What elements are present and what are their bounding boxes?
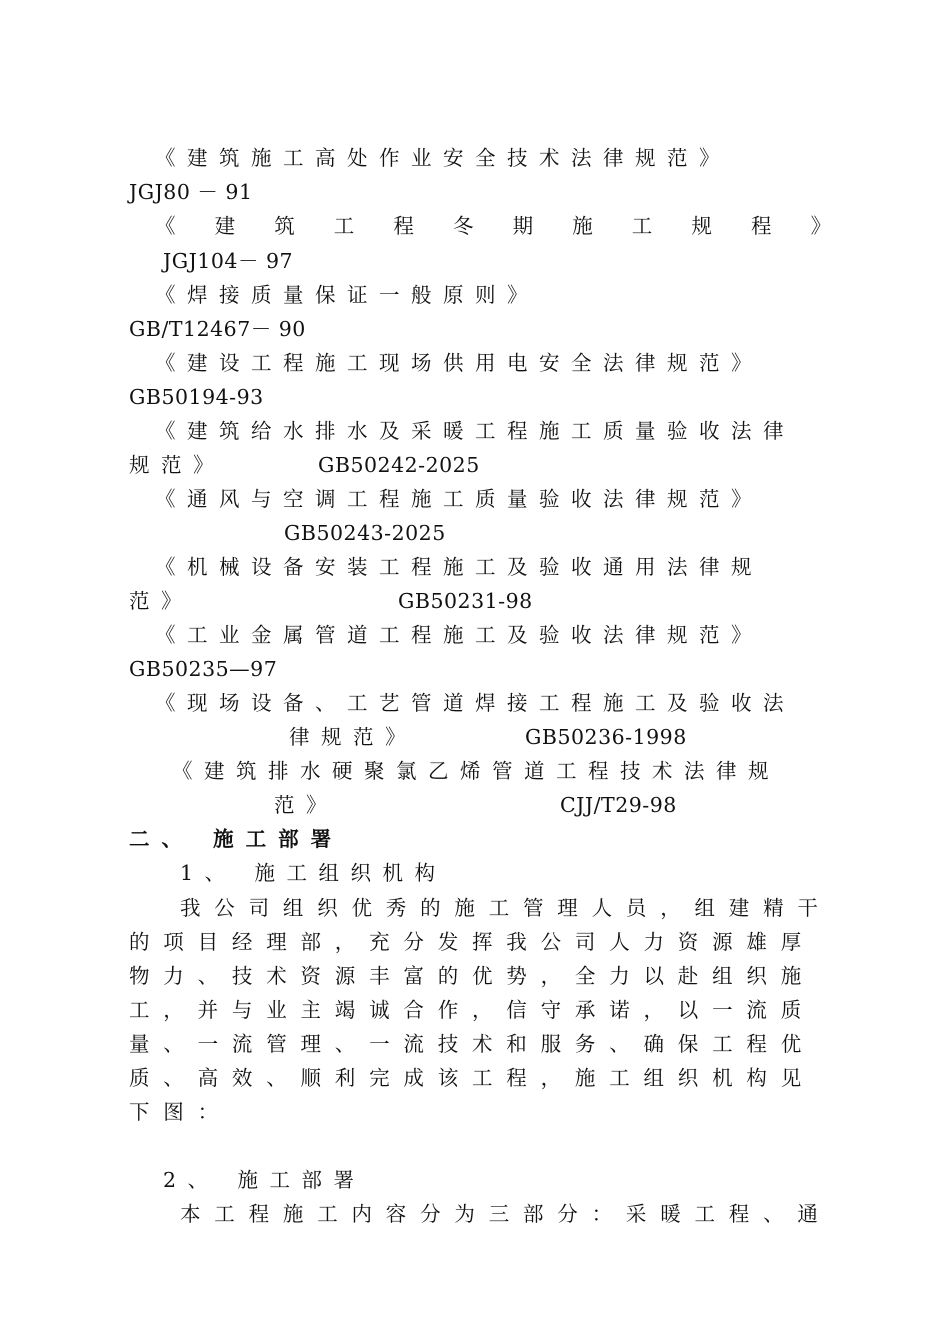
standard-title: 《机械设备安装工程施工及验收通用法律规	[155, 555, 763, 579]
section-heading: 二、 施工部署	[129, 827, 344, 851]
paragraph-line: 我公司组织优秀的施工管理人员，组建精干	[180, 896, 832, 920]
standard-title: 《焊接质量保证一般原则》	[155, 283, 539, 307]
standard-code: JGJ80 － 91	[129, 180, 253, 204]
subsection-heading: 1、 施工组织机构	[180, 861, 447, 885]
standard-title: 《建设工程施工现场供用电安全法律规范》	[155, 351, 763, 375]
standard-title-cont: 范》	[129, 589, 193, 613]
standard-code: GB50231-98	[398, 589, 533, 613]
standard-code: GB50235—97	[129, 657, 278, 681]
standard-code: GB50194-93	[129, 385, 264, 409]
standard-code: GB50243-2025	[284, 521, 446, 545]
standard-title-cont: 范》	[274, 793, 338, 817]
standard-title: 《通风与空调工程施工质量验收法律规范》	[155, 487, 763, 511]
standard-code: GB50236-1998	[525, 725, 687, 749]
standard-title: 《建筑给水排水及采暖工程施工质量验收法律	[155, 419, 795, 443]
standard-code: CJJ/T29-98	[560, 793, 677, 817]
paragraph-line: 物力、技术资源丰富的优势，全力以赴组织施	[129, 964, 815, 988]
standard-title: 《工业金属管道工程施工及验收法律规范》	[155, 623, 763, 647]
standard-title: 《现场设备、工艺管道焊接工程施工及验收法	[155, 691, 795, 715]
standard-title: 《 建 筑 工 程 冬 期 施 工 规 程 》	[155, 214, 841, 238]
standard-title-cont: 律规范》	[289, 725, 417, 749]
paragraph-line: 下图：	[129, 1100, 232, 1124]
standard-code: GB/T12467－ 90	[129, 317, 306, 341]
paragraph-line: 工，并与业主竭诚合作，信守承诺，以一流质	[129, 998, 815, 1022]
standard-title: 《建筑排水硬聚氯乙烯管道工程技术法律规	[172, 759, 780, 783]
paragraph-line: 的项目经理部，充分发挥我公司人力资源雄厚	[129, 930, 815, 954]
standard-title: 《建筑施工高处作业安全技术法律规范》	[155, 146, 731, 170]
paragraph-line: 本工程施工内容分为三部分：采暖工程、通	[180, 1202, 832, 1226]
standard-code: JGJ104－ 97	[163, 249, 294, 273]
standard-code: GB50242-2025	[318, 453, 480, 477]
subsection-heading: 2、 施工部署	[163, 1168, 366, 1192]
paragraph-line: 质、高效、顺利完成该工程，施工组织机构见	[129, 1066, 815, 1090]
paragraph-line: 量、一流管理、一流技术和服务、确保工程优	[129, 1032, 815, 1056]
standard-title-cont: 规范》	[129, 453, 225, 477]
